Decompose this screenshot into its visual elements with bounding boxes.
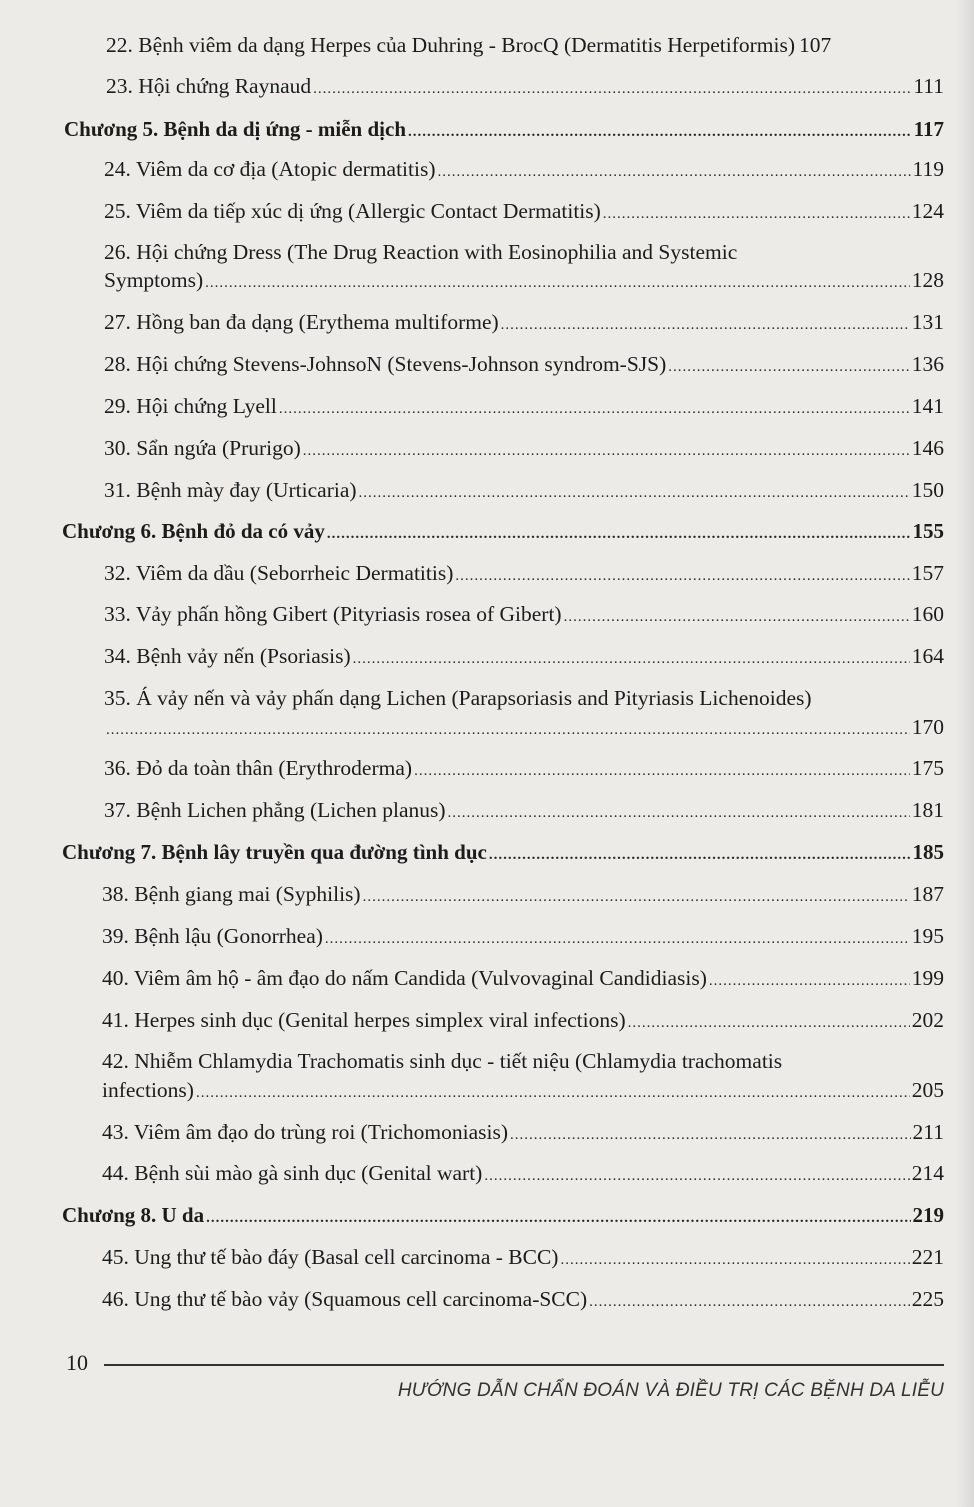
toc-chapter-page: 117 xyxy=(913,117,944,141)
toc-entry-page: 146 xyxy=(911,436,944,460)
toc-entry-title: 34. Bệnh vảy nến (Psoriasis) xyxy=(104,644,351,668)
dot-leader xyxy=(353,645,910,673)
dot-leader xyxy=(484,1162,909,1190)
dot-leader xyxy=(438,158,911,186)
toc-entry xyxy=(102,1006,944,1037)
toc-entry-page: 160 xyxy=(911,602,944,626)
dot-leader xyxy=(196,1079,910,1107)
toc-entry-title: 32. Viêm da dầu (Seborrheic Dermatitis) xyxy=(104,561,454,585)
toc-entry xyxy=(102,964,944,995)
dot-leader xyxy=(564,603,910,631)
toc-entry-page: 202 xyxy=(911,1008,944,1032)
toc-entry-page: 131 xyxy=(911,310,944,334)
dot-leader xyxy=(448,799,910,827)
toc-entry-title: 25. Viêm da tiếp xúc dị ứng (Allergic Contact Dermatitis) xyxy=(104,199,601,223)
toc-entry-title-line1: 42. Nhiễm Chlamydia Trachomatis sinh dục - tiết niệu (Chlamydia trachomatis xyxy=(102,1049,783,1073)
toc-entry xyxy=(104,559,944,590)
toc-entry-title: 33. Vảy phấn hồng Gibert (Pityriasis rosea of Gibert) xyxy=(104,602,562,626)
toc-entry-page: 119 xyxy=(912,157,944,181)
toc-entry-title: 28. Hội chứng Stevens-JohnsoN (Stevens-Johnson syndrom-SJS) xyxy=(104,352,667,376)
toc-entry-page: 141 xyxy=(911,394,944,418)
dot-leader xyxy=(408,118,912,146)
toc-entry xyxy=(102,880,944,911)
dot-leader xyxy=(603,200,910,228)
toc-entry-page: 124 xyxy=(911,199,944,223)
toc-entry-page: 221 xyxy=(911,1245,944,1269)
toc-entry xyxy=(106,72,944,103)
dot-leader xyxy=(709,967,910,995)
toc-entry-page: 214 xyxy=(911,1161,944,1185)
dot-leader xyxy=(668,353,909,381)
toc-entry xyxy=(104,197,944,228)
toc-entry-title: 43. Viêm âm đạo do trùng roi (Trichomoniasis) xyxy=(102,1120,508,1144)
toc-entry xyxy=(104,600,944,631)
toc-chapter xyxy=(62,838,944,869)
dot-leader xyxy=(414,757,910,785)
toc-entry xyxy=(104,796,944,827)
toc-entry-page: 170 xyxy=(911,715,944,739)
dot-leader xyxy=(589,1288,910,1316)
toc-entry-page: 157 xyxy=(911,561,944,585)
toc-entry-title: 22. Bệnh viêm da dạng Herpes của Duhring - BrocQ (Dermatitis Herpetiformis) xyxy=(106,33,795,57)
toc-entry-title: 23. Hội chứng Raynaud xyxy=(106,74,312,98)
running-footer-title: HƯỚNG DẪN CHẨN ĐOÁN VÀ ĐIỀU TRỊ CÁC BỆNH DA LIỄU xyxy=(397,1380,944,1401)
toc-entry-page: 175 xyxy=(911,756,944,780)
toc-entry-page: 107 xyxy=(799,33,832,57)
toc-entry-title: 41. Herpes sinh dục (Genital herpes simplex viral infections) xyxy=(102,1008,626,1032)
toc-entry-title: 45. Ung thư tế bào đáy (Basal cell carcinoma - BCC) xyxy=(102,1245,559,1269)
toc-entry xyxy=(104,642,944,673)
dot-leader xyxy=(106,716,910,744)
page-number: 10 xyxy=(66,1350,88,1375)
toc-entry-page: 136 xyxy=(911,352,944,376)
dot-leader xyxy=(325,925,910,953)
toc-entry xyxy=(104,308,944,339)
dot-leader xyxy=(455,562,909,590)
toc-chapter-title: Chương 7. Bệnh lây truyền qua đường tình dục xyxy=(62,840,487,864)
dot-leader xyxy=(206,1204,910,1232)
toc-chapter-title: Chương 8. U da xyxy=(62,1203,205,1227)
dot-leader xyxy=(560,1246,909,1274)
dot-leader xyxy=(303,437,910,465)
toc-entry-title: 27. Hồng ban đa dạng (Erythema multiforme) xyxy=(104,310,499,334)
toc-entry-page: 150 xyxy=(911,478,944,502)
dot-leader xyxy=(510,1121,911,1149)
toc-entry xyxy=(102,1159,944,1190)
dot-leader xyxy=(628,1009,910,1037)
dot-leader xyxy=(363,883,910,911)
dot-leader xyxy=(327,520,911,548)
dot-leader xyxy=(359,479,910,507)
dot-leader xyxy=(205,269,910,297)
toc-entry-title: 24. Viêm da cơ địa (Atopic dermatitis) xyxy=(104,157,436,181)
toc-entry-title: 37. Bệnh Lichen phẳng (Lichen planus) xyxy=(104,798,446,822)
toc-entry xyxy=(104,434,944,465)
toc-entry-title: 46. Ung thư tế bào vảy (Squamous cell carcinoma-SCC) xyxy=(102,1287,588,1311)
footer-divider xyxy=(104,1364,944,1366)
toc-entry xyxy=(106,31,944,59)
toc-entry xyxy=(104,392,944,423)
toc-entry xyxy=(102,1118,944,1149)
toc-entry-title-line1: 26. Hội chứng Dress (The Drug Reaction with Eosinophilia and Systemic xyxy=(104,240,738,264)
toc-entry xyxy=(104,155,944,186)
toc-entry-title-line1: 35. Á vảy nến và vảy phấn dạng Lichen (Parapsoriasis and Pityriasis Lichenoides) xyxy=(104,686,812,710)
toc-chapter xyxy=(62,1201,944,1232)
toc-entry-title: 38. Bệnh giang mai (Syphilis) xyxy=(102,882,361,906)
toc-entry-title: 40. Viêm âm hộ - âm đạo do nấm Candida (Vulvovaginal Candidiasis) xyxy=(102,966,707,990)
toc-entry-title-line2: infections) xyxy=(102,1078,194,1102)
toc-chapter-page: 219 xyxy=(912,1203,944,1227)
dot-leader xyxy=(489,841,911,869)
toc-entry xyxy=(102,1243,944,1274)
dot-leader xyxy=(279,395,910,423)
toc-entry-title: 29. Hội chứng Lyell xyxy=(104,394,277,418)
toc-entry-title: 31. Bệnh mày đay (Urticaria) xyxy=(104,478,357,502)
toc-chapter xyxy=(64,115,944,146)
page-edge-shadow xyxy=(956,0,974,1507)
toc-chapter-title: Chương 5. Bệnh da dị ứng - miễn dịch xyxy=(64,117,406,141)
toc-entry xyxy=(104,476,944,507)
toc-entry-title: 36. Đỏ da toàn thân (Erythroderma) xyxy=(104,756,413,780)
toc-entry xyxy=(104,350,944,381)
toc-entry-page: 205 xyxy=(911,1078,944,1102)
toc-entry-title: 30. Sẩn ngứa (Prurigo) xyxy=(104,436,301,460)
toc-chapter-page: 185 xyxy=(912,840,944,864)
toc-entry-page: 211 xyxy=(912,1120,944,1144)
toc-chapter-title: Chương 6. Bệnh đỏ da có vảy xyxy=(62,519,325,543)
toc-entry-title: 39. Bệnh lậu (Gonorrhea) xyxy=(102,924,323,948)
toc-entry xyxy=(102,922,944,953)
toc-entry-page: 164 xyxy=(911,644,944,668)
toc-entry-page: 195 xyxy=(911,924,944,948)
toc-chapter-page: 155 xyxy=(912,519,944,543)
toc-entry xyxy=(102,1076,944,1107)
toc-entry-title: 44. Bệnh sùi mào gà sinh dục (Genital wart) xyxy=(102,1161,483,1185)
toc-entry-page: 128 xyxy=(911,268,944,292)
toc-entry-page: 225 xyxy=(911,1287,944,1311)
dot-leader xyxy=(501,311,910,339)
toc-entry-page: 181 xyxy=(911,798,944,822)
toc-entry xyxy=(104,754,944,785)
toc-entry-page: 199 xyxy=(911,966,944,990)
toc-entry xyxy=(104,266,944,297)
toc-entry-title-line2: Symptoms) xyxy=(104,268,204,292)
toc-entry xyxy=(104,713,944,744)
toc-entry-page: 111 xyxy=(913,74,944,98)
dot-leader xyxy=(313,75,911,103)
toc-entry xyxy=(102,1285,944,1316)
toc-chapter xyxy=(62,517,944,548)
toc-entry-page: 187 xyxy=(911,882,944,906)
